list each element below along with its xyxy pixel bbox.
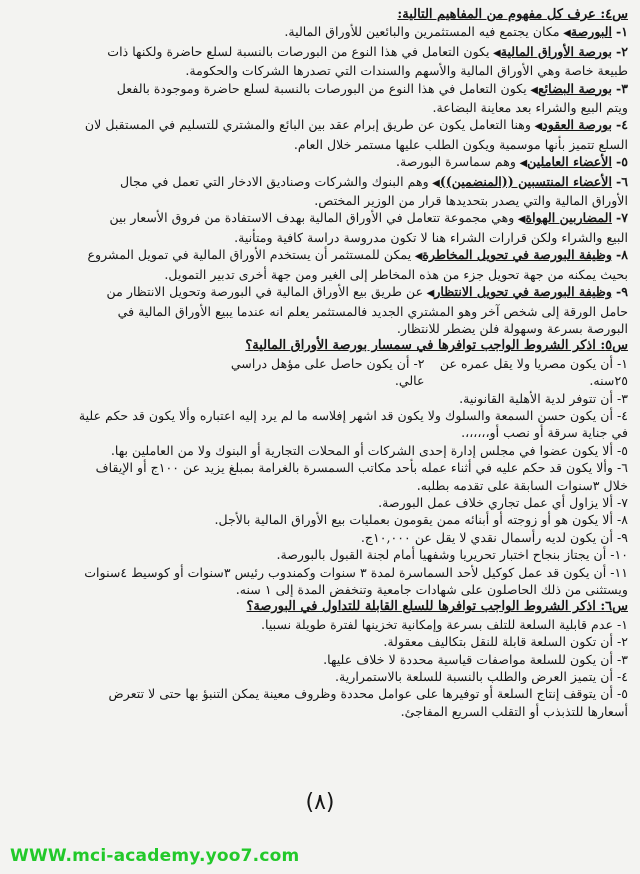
definition-item xyxy=(14,43,628,62)
item-number: ٣- xyxy=(616,80,628,96)
definition-text: البورصة بسرعة وسهولة فلن يضطر للانتظار. xyxy=(396,320,628,336)
definition-text: وهنا التعامل يكون عن طريق إبرام عقد بين البائع والمشتري للتسليم في المستقبل لان xyxy=(84,117,531,133)
definition-text: البيع والشراء ولكن قرارات الشراء هنا لا تكون مدروسة دراسة كافية ومتأنية. xyxy=(234,229,628,245)
definition-item xyxy=(14,283,628,302)
condition-line: ٥- ألا يكون عضوا في مجلس إدارة إحدى الشركات أو المحلات التجارية أو البنوك ولا من العاملين بها. xyxy=(110,442,628,458)
arrow-icon: ◀ xyxy=(514,214,526,226)
question-5-conditions xyxy=(14,390,628,599)
definition-continuation xyxy=(14,320,628,337)
definition-text: حامل الورقة إلى شخص آخر وهو المشتري الجديد فالمستثمر يعلم انه عندما يبيع الأوراق المالية في xyxy=(117,303,628,319)
condition-line: ٧- ألا يزاول أي عمل تجاري خلاف عمل البورصة. xyxy=(378,494,628,510)
item-number: ٩- xyxy=(616,284,628,300)
definition-text: وهي مجموعة تتعامل في الأوراق المالية بهدف الاستفادة من فروق الأسعار بين xyxy=(109,210,515,226)
definition-text: بحيث يمكنه من جهة تحويل جزء من هذه المخاطر إلى الغير ومن جهة أخرى تدبير التمويل. xyxy=(164,266,628,282)
definition-item xyxy=(14,209,628,228)
definition-continuation xyxy=(14,192,628,209)
condition-1: ١- أن يكون مصريا ولا يقل عمره عن ٢٥سنه. xyxy=(439,355,628,389)
document-page xyxy=(14,6,628,840)
condition-line: ١٠- أن يجتاز بنجاح اختبار تحريريا وشفهيا أمام لجنة القبول بالبورصة. xyxy=(276,547,628,563)
arrow-icon: ◀ xyxy=(428,177,440,189)
question-4-definitions xyxy=(14,23,628,337)
arrow-icon: ◀ xyxy=(526,84,538,96)
definition-text: يكون التعامل في هذا النوع من البورصات بالنسبة لسلع حاضرة وموجودة بالفعل xyxy=(116,80,527,96)
arrow-icon: ◀ xyxy=(530,121,543,133)
item-number: ٨- xyxy=(616,247,628,263)
item-number: ٥- xyxy=(616,154,628,170)
definition-item xyxy=(14,153,628,172)
question-5-title: س٥: اذكر الشروط الواجب توافرها في سمسار بورصة الأوراق المالية؟ xyxy=(245,338,628,354)
condition-line: ٣- أن تتوفر لدية الأهلية القانونية. xyxy=(459,390,628,406)
question-5-row-1 xyxy=(14,355,628,390)
defined-term: وظيفة البورصة في تحويل الانتظار xyxy=(434,284,612,300)
definition-text: طبيعة خاصة وهي الأوراق المالية والأسهم والسندات التي تصدرها الشركات والحكومة. xyxy=(185,63,628,79)
arrow-icon: ◀ xyxy=(516,158,528,170)
arrow-icon: ◀ xyxy=(489,47,501,59)
definition-item xyxy=(14,23,628,42)
definition-text: السلع تتميز بأنها موسمية ويكون الطلب عليها مستمر خلال العام. xyxy=(293,136,628,152)
definition-continuation xyxy=(14,62,628,79)
defined-term: بورصة الأوراق المالية xyxy=(500,43,612,59)
defined-term: وظيفة البورصة في تحويل المخاطرة xyxy=(422,247,612,263)
question-6-title: س٦: اذكر الشروط الواجب توافرها للسلع القابلة للتداول في البورصة؟ xyxy=(246,599,628,615)
condition-line: ٤- أن يتميز العرض والطلب بالنسبة للسلعة بالاستمرارية. xyxy=(335,669,628,685)
definition-item xyxy=(14,80,628,99)
definition-text: مكان يجتمع فيه المستثمرين والبائعين للأوراق المالية. xyxy=(284,24,560,40)
condition-line: ١- عدم قابلية السلعة للتلف بسرعة وإمكانية تخزينها لفترة طويلة نسبيا. xyxy=(261,616,628,632)
definition-continuation xyxy=(14,303,628,320)
definition-continuation xyxy=(14,136,628,153)
condition-line: ٢- أن تكون السلعة قابلة للنقل بتكاليف معقولة. xyxy=(383,634,628,650)
arrow-icon: ◀ xyxy=(411,251,423,263)
condition-line: ٣- أن يكون للسلعة مواصفات قياسية محددة لا خلاف عليها. xyxy=(323,651,628,667)
defined-term: الأعضاء المنتسبين ((المنضمين)) xyxy=(439,173,612,189)
defined-term: البورصة xyxy=(570,24,612,40)
definition-text: عن طريق بيع الأوراق المالية في البورصة وتحويل الانتظار من xyxy=(106,284,424,300)
definition-text: يكون التعامل في هذا النوع من البورصات بالنسبة لسلع حاضرة ولكنها ذات xyxy=(107,43,490,59)
item-number: ٤- xyxy=(616,117,628,133)
condition-line: ويستثنى من ذلك الحاصلون على شهادات جامعية وتنخفض المدة إلى ١ سنه. xyxy=(235,582,628,597)
item-number: ٧- xyxy=(616,210,628,226)
condition-2: ٢- أن يكون حاصل على مؤهل دراسي عالي. xyxy=(230,355,425,389)
question-6-conditions xyxy=(14,616,628,720)
question-4-title: س٤: عرف كل مفهوم من المفاهيم التالية: xyxy=(397,7,628,22)
item-number: ٦- xyxy=(616,173,628,189)
condition-line: في جناية سرقة أو نصب أو،،،،،،. xyxy=(461,425,628,441)
definition-item xyxy=(14,116,628,135)
condition-line: ١١- أن يكون قد عمل كوكيل لأحد السماسرة لمدة ٣ سنوات وكمندوب رئيس ٣سنوات أو كوسيط ٤سنوات xyxy=(84,564,628,580)
definition-text: وهم البنوك والشركات وصناديق الادخار التي تعمل في مجال xyxy=(120,173,429,189)
item-number: ٢- xyxy=(616,43,628,59)
arrow-icon: ◀ xyxy=(423,288,435,300)
footer-website-url: WWW.mci-academy.yoo7.com xyxy=(10,846,300,866)
definition-text: الأوراق المالية والتي يصدر بتحديدها قرار من الوزير المختص. xyxy=(314,193,628,209)
condition-line: ٩- أن يكون لديه رأسمال نقدي لا يقل عن ١٠,٠٠٠ج. xyxy=(360,529,628,545)
arrow-icon: ◀ xyxy=(559,28,571,40)
condition-line: ٨- ألا يكون هو أو زوجته أو أبنائه ممن يقومون بعمليات بيع الأوراق المالية بالأجل. xyxy=(214,512,628,528)
defined-term: المضاربين الهواة xyxy=(525,210,612,226)
definition-item xyxy=(14,246,628,265)
definition-continuation xyxy=(14,266,628,283)
page-number: (٨) xyxy=(305,790,335,815)
definition-item xyxy=(14,173,628,192)
item-number: ١- xyxy=(616,24,628,40)
condition-line: ٦- وألا يكون قد حكم عليه في أثناء عمله بأحد مكاتب السمسرة بالغرامة بمبلغ يزيد عن ١٠٠ج أو الإيقاف xyxy=(95,460,628,476)
defined-term: الأعضاء العاملين xyxy=(527,154,612,170)
condition-line: أسعارها للتذبذب أو التقلب السريع المفاجئ. xyxy=(400,703,628,719)
defined-term: بورصة البضائع xyxy=(537,80,612,96)
condition-line: ٤- أن يكون حسن السمعة والسلوك ولا يكون قد اشهر إفلاسه ما لم يرد إليه اعتباره وألا يكون قد حكم علية xyxy=(78,407,628,423)
definition-continuation xyxy=(14,229,628,246)
condition-line: خلال ٣سنوات السابقة على تقدمه بطلبه. xyxy=(416,477,628,493)
definition-text: وهم سماسرة البورصة. xyxy=(395,154,516,170)
definition-text: ويتم البيع والشراء بعد معاينة البضاعة. xyxy=(432,100,628,116)
condition-line: ٥- أن يتوقف إنتاج السلعة أو توفيرها على عوامل محددة وظروف معينة يمكن التنبؤ بها حتى لا تتعرض xyxy=(108,686,628,702)
defined-term: بورصة العقود xyxy=(542,117,612,133)
definition-text: يمكن للمستثمر أن يستخدم الأوراق المالية في تمويل المشروع xyxy=(87,247,412,263)
definition-continuation xyxy=(14,99,628,116)
